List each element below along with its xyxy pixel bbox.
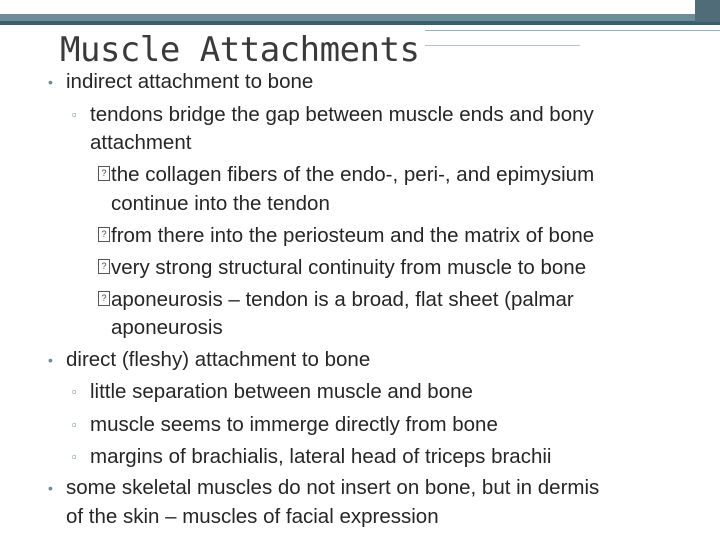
sub-bullet-item: muscle seems to immerge directly from bone — [90, 413, 498, 436]
bullet-item-cont: of the skin – muscles of facial expression — [66, 505, 439, 528]
bullet-item: direct (fleshy) attachment to bone — [66, 348, 371, 371]
sub-sub-bullet-item: very strong structural continuity from muscle to bone — [111, 256, 587, 279]
slide-title: Muscle Attachments — [60, 30, 425, 70]
sub-sub-bullet-item: from there into the periosteum and the matrix of bone — [111, 224, 595, 247]
bullet-item: indirect attachment to bone — [66, 70, 314, 93]
bullet-dot-icon: • — [48, 352, 53, 368]
sub-sub-bullet-item-cont: continue into the tendon — [111, 192, 330, 215]
bullet-item: some skeletal muscles do not insert on bone, but in dermis — [66, 476, 600, 499]
sub-bullet-square-icon: ▫ — [72, 107, 77, 122]
sub-bullet-item: tendons bridge the gap between muscle ends and bony — [90, 103, 594, 126]
missing-glyph-box-icon: ? — [98, 259, 110, 274]
sub-sub-bullet-item-cont: aponeurosis — [111, 316, 223, 339]
bullet-dot-icon: • — [48, 480, 53, 496]
sub-bullet-item: margins of brachialis, lateral head of triceps brachii — [90, 445, 552, 468]
missing-glyph-box-icon: ? — [98, 227, 110, 242]
sub-sub-bullet-item: the collagen fibers of the endo-, peri-, and epimysium — [111, 163, 595, 186]
sub-bullet-item: little separation between muscle and bone — [90, 380, 473, 403]
sub-bullet-square-icon: ▫ — [72, 384, 77, 399]
sub-sub-bullet-item: aponeurosis – tendon is a broad, flat sheet (palmar — [111, 288, 574, 311]
sub-bullet-square-icon: ▫ — [72, 417, 77, 432]
missing-glyph-box-icon: ? — [98, 291, 110, 306]
sub-bullet-square-icon: ▫ — [72, 449, 77, 464]
sub-bullet-item-cont: attachment — [90, 131, 192, 154]
missing-glyph-box-icon: ? — [98, 166, 110, 181]
bullet-dot-icon: • — [48, 74, 53, 90]
